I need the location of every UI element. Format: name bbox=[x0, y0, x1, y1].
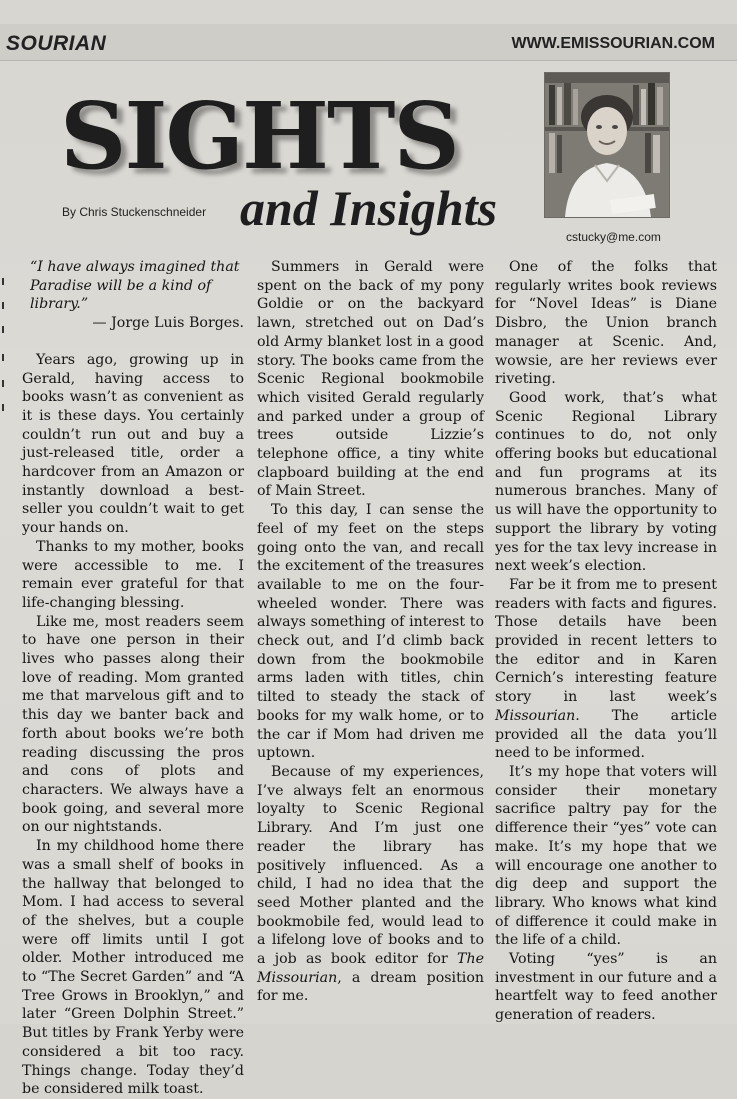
paragraph: In my childhood home there was a small shelf of books in the hallway that belonged to Mom. I had access to several of the shelves, but a couple were off limits until I got older. Mother introduced me to “The Secret Garden” and “A Tree Grows in Brooklyn,” and later “Green Dolphin Street.” But titles by Frank Yerby were considered a bit too racy. Things change. Today they’d be considered milk toast. bbox=[22, 838, 244, 1098]
author-email: cstucky@me.com bbox=[566, 230, 661, 244]
paragraph bbox=[257, 763, 484, 1006]
masthead-paper-name: SOURIAN bbox=[6, 32, 107, 55]
paragraph bbox=[495, 576, 717, 763]
article-column-1 bbox=[22, 258, 244, 1099]
column-title: SIGHTS bbox=[60, 82, 458, 190]
paragraph: One of the folks that regularly writes book reviews for “Novel Ideas” is Diane Disbro, the Union branch manager at Scenic. And, wowsie, are her reviews ever riveting. bbox=[495, 259, 717, 388]
epigraph-quote: “I have always imagined that Paradise will be a kind of library.” bbox=[30, 259, 240, 313]
paragraph-text: Because of my experiences, I’ve always felt an enormous loyalty to Scenic Regional Library. And I’m just one reader the library has positively influenced. As a child, I had no idea that the seed Mother planted and the bookmobile fed, would lead to a lifelong love of books and to a job as book editor for bbox=[257, 763, 484, 968]
paper-name-italic: The Missourian bbox=[257, 951, 484, 986]
paragraph: To this day, I can sense the feel of my feet on the steps going onto the van, and recall the excitement of the treasures available to me on the four-wheeled wonder. There was always something of interest to check out, and I’d climb back down from the bookmobile arms laden with titles, chin tilted to steady the stack of books for my walk home, or to the car if Mom had driven me uptown. bbox=[257, 502, 484, 762]
columnist-portrait bbox=[544, 72, 670, 218]
paragraph: Like me, most readers seem to have one person in their lives who passes along their love of reading. Mom granted me that marvelous gift and to this day we banter back and forth about books we’re both reading discussing the pros and cons of plots and characters. We always have a book going, and several more on our nightstands. bbox=[22, 613, 244, 836]
portrait-image bbox=[545, 73, 669, 217]
paragraph-text: . The article provided all the data you’ll need to be informed. bbox=[495, 707, 717, 762]
paragraph-text: , a dream position for me. bbox=[257, 969, 484, 1005]
byline: By Chris Stuckenschneider bbox=[62, 205, 207, 219]
article-column-3 bbox=[495, 258, 717, 1025]
paragraph: Thanks to my mother, books were accessible to me. I remain ever grateful for that life-changing blessing. bbox=[22, 538, 244, 611]
paragraph: Voting “yes” is an investment in our future and a heartfelt way to feed another generation of readers. bbox=[495, 951, 717, 1024]
paragraph-text: Far be it from me to present readers with facts and figures. Those details have been provided in recent letters to the editor and in Karen Cernich’s interesting feature story in last week’s bbox=[495, 576, 717, 706]
paragraph: Summers in Gerald were spent on the back of my pony Goldie or on the backyard lawn, stretched out on Dad’s old Army blanket lost in a good story. The books came from the Scenic Regional bookmobile which visited Gerald regularly and parked under a group of trees outside Lizzie’s telephone office, a tiny white clapboard building at the end of Main Street. bbox=[257, 259, 484, 500]
margin-marks bbox=[0, 270, 8, 430]
paragraph: Years ago, growing up in Gerald, having access to books wasn’t as convenient as it is these days. You certainly couldn’t run out and buy a just-released title, order a hardcover from an Amazon or instantly download a best-seller you couldn’t wait to get your hands on. bbox=[22, 351, 244, 537]
column-subtitle: and Insights bbox=[240, 180, 498, 236]
masthead-website: WWW.EMISSOURIAN.COM bbox=[511, 35, 715, 52]
paragraph: It’s my hope that voters will consider their monetary sacrifice paltry pay for the difference their “yes” vote can make. It’s my hope that we will encourage one another to dig deep and support the library. Who knows what kind of difference it could make in the life of a child. bbox=[495, 763, 717, 949]
paper-name-italic: Missourian bbox=[495, 707, 576, 724]
article-column-2 bbox=[257, 258, 484, 1006]
epigraph-attribution: — Jorge Luis Borges. bbox=[92, 315, 244, 332]
paragraph: Good work, that’s what Scenic Regional Library continues to do, not only offering books but educational and fun programs at its numerous branches. Many of us will have the opportunity to support the library by voting yes for the tax levy increase in next week’s election. bbox=[495, 389, 717, 575]
